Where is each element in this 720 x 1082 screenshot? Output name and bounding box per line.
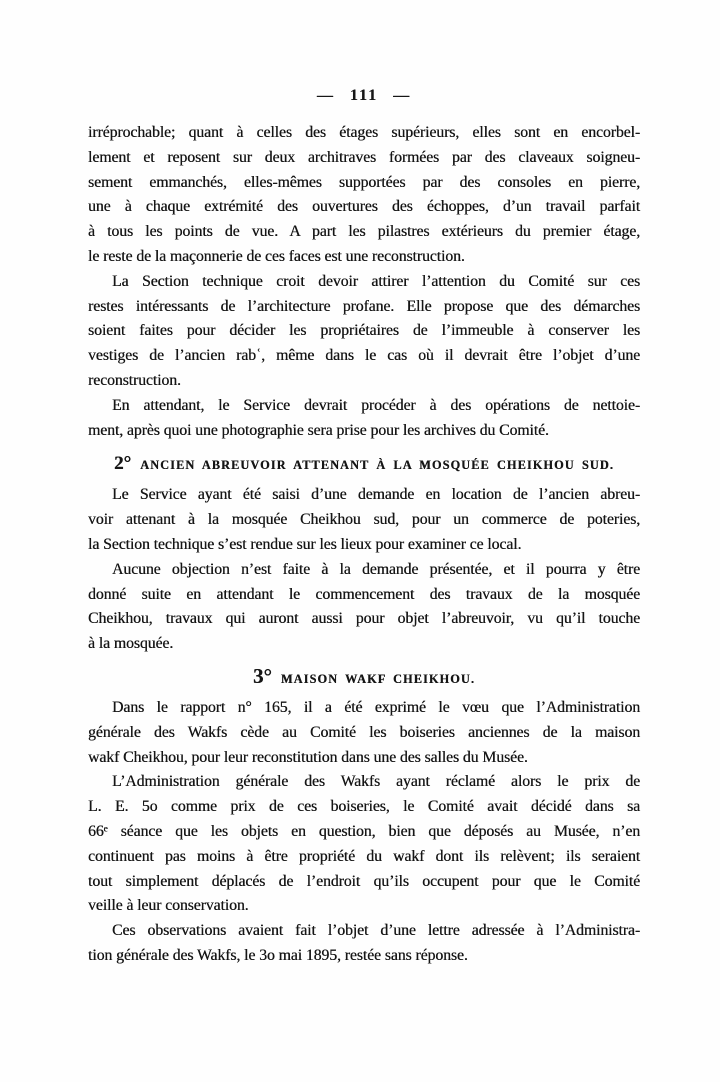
section-number: 3° bbox=[252, 663, 272, 688]
text-line: Cheikhou, travaux qui auront aussi pour objet l’abreuvoir, vu qu’il touche bbox=[88, 610, 640, 628]
paragraph bbox=[88, 394, 640, 444]
text-line: La Section technique croit devoir attirer l’attention du Comité sur ces bbox=[112, 272, 640, 290]
text-line: une à chaque extrémité des ouvertures des échoppes, d’un travail parfait bbox=[88, 198, 640, 216]
text-line: à la mosquée. bbox=[88, 635, 174, 653]
text-line: soient faites pour décider les propriétaires de l’immeuble à conserver les bbox=[88, 322, 640, 340]
section-heading bbox=[88, 453, 640, 476]
text-line: 66ᵉ séance que les objets en question, bien que déposés au Musée, n’en bbox=[88, 822, 640, 840]
paragraph bbox=[88, 121, 640, 270]
paragraph bbox=[88, 483, 640, 557]
text-line: le reste de la maçonnerie de ces faces est une reconstruction. bbox=[88, 247, 465, 265]
text-line: à tous les points de vue. A part les pilastres extérieurs du premier étage, bbox=[88, 223, 640, 241]
paragraph bbox=[88, 770, 640, 919]
text-line: vestiges de l’ancien rabʿ, même dans le cas où il devrait être l’objet d’une bbox=[88, 347, 640, 365]
text-line: tout simplement déplacés de l’endroit qu’ils occupent pour que le Comité bbox=[88, 872, 640, 890]
text-line: reconstruction. bbox=[88, 371, 181, 389]
text-line: L’Administration générale des Wakfs ayant réclamé alors le prix de bbox=[112, 773, 640, 791]
text-line: irréprochable; quant à celles des étages supérieurs, elles sont en encorbel- bbox=[88, 124, 640, 141]
text-line: donné suite en attendant le commencement des travaux de la mosquée bbox=[88, 585, 640, 603]
section-number: 2° bbox=[114, 453, 132, 475]
text-line: restes intéressants de l’architecture profane. Elle propose que des démarches bbox=[88, 297, 640, 315]
text-line: ment, après quoi une photographie sera prise pour les archives du Comité. bbox=[88, 421, 549, 439]
paragraph bbox=[88, 696, 640, 770]
text-line: sement emmanchés, elles-mêmes supportées par des consoles en pierre, bbox=[88, 173, 640, 191]
text-line: veille à leur conservation. bbox=[88, 897, 249, 915]
text-line: En attendant, le Service devrait procéder à des opérations de nettoie- bbox=[112, 396, 640, 414]
text-line: wakf Cheikhou, pour leur reconstitution dans une des salles du Musée. bbox=[88, 748, 528, 766]
paragraph bbox=[88, 270, 640, 394]
section-heading bbox=[88, 665, 640, 690]
text-line: voir attenant à la mosquée Cheikhou sud, pour un commerce de poteries, bbox=[88, 511, 640, 529]
text-line: la Section technique s’est rendue sur les lieux pour examiner ce local. bbox=[88, 535, 522, 553]
text-line: continuent pas moins à être propriété du wakf dont ils relèvent; ils seraient bbox=[88, 847, 640, 865]
paragraph bbox=[88, 558, 640, 657]
text-line: générale des Wakfs cède au Comité les boiseries anciennes de la maison bbox=[88, 723, 640, 741]
section-title: MAISON WAKF CHEIKHOU. bbox=[280, 671, 475, 686]
section-title: ANCIEN ABREUVOIR ATTENANT À LA MOSQUÉE CHEIKHOU SUD. bbox=[140, 458, 614, 473]
text-line: Le Service ayant été saisi d’une demande en location de l’ancien abreu- bbox=[112, 486, 640, 504]
text-line: Ces observations avaient fait l’objet d’une lettre adressée à l’Administra- bbox=[112, 922, 640, 940]
text-line: L. E. 5o comme prix de ces boiseries, le Comité avait décidé dans sa bbox=[88, 798, 640, 816]
paragraph bbox=[88, 919, 640, 969]
text-line: Aucune objection n’est faite à la demande présentée, et il pourra y être bbox=[112, 560, 640, 578]
page-number: — 111 — bbox=[316, 87, 412, 104]
text-line: tion générale des Wakfs, le 3o mai 1895, restée sans réponse. bbox=[88, 946, 468, 964]
text-block bbox=[88, 86, 640, 969]
text-line: Dans le rapport n° 165, il a été exprimé le vœu que l’Administration bbox=[112, 698, 640, 716]
text-line: lement et reposent sur deux architraves formées par des claveaux soigneu- bbox=[88, 148, 640, 166]
